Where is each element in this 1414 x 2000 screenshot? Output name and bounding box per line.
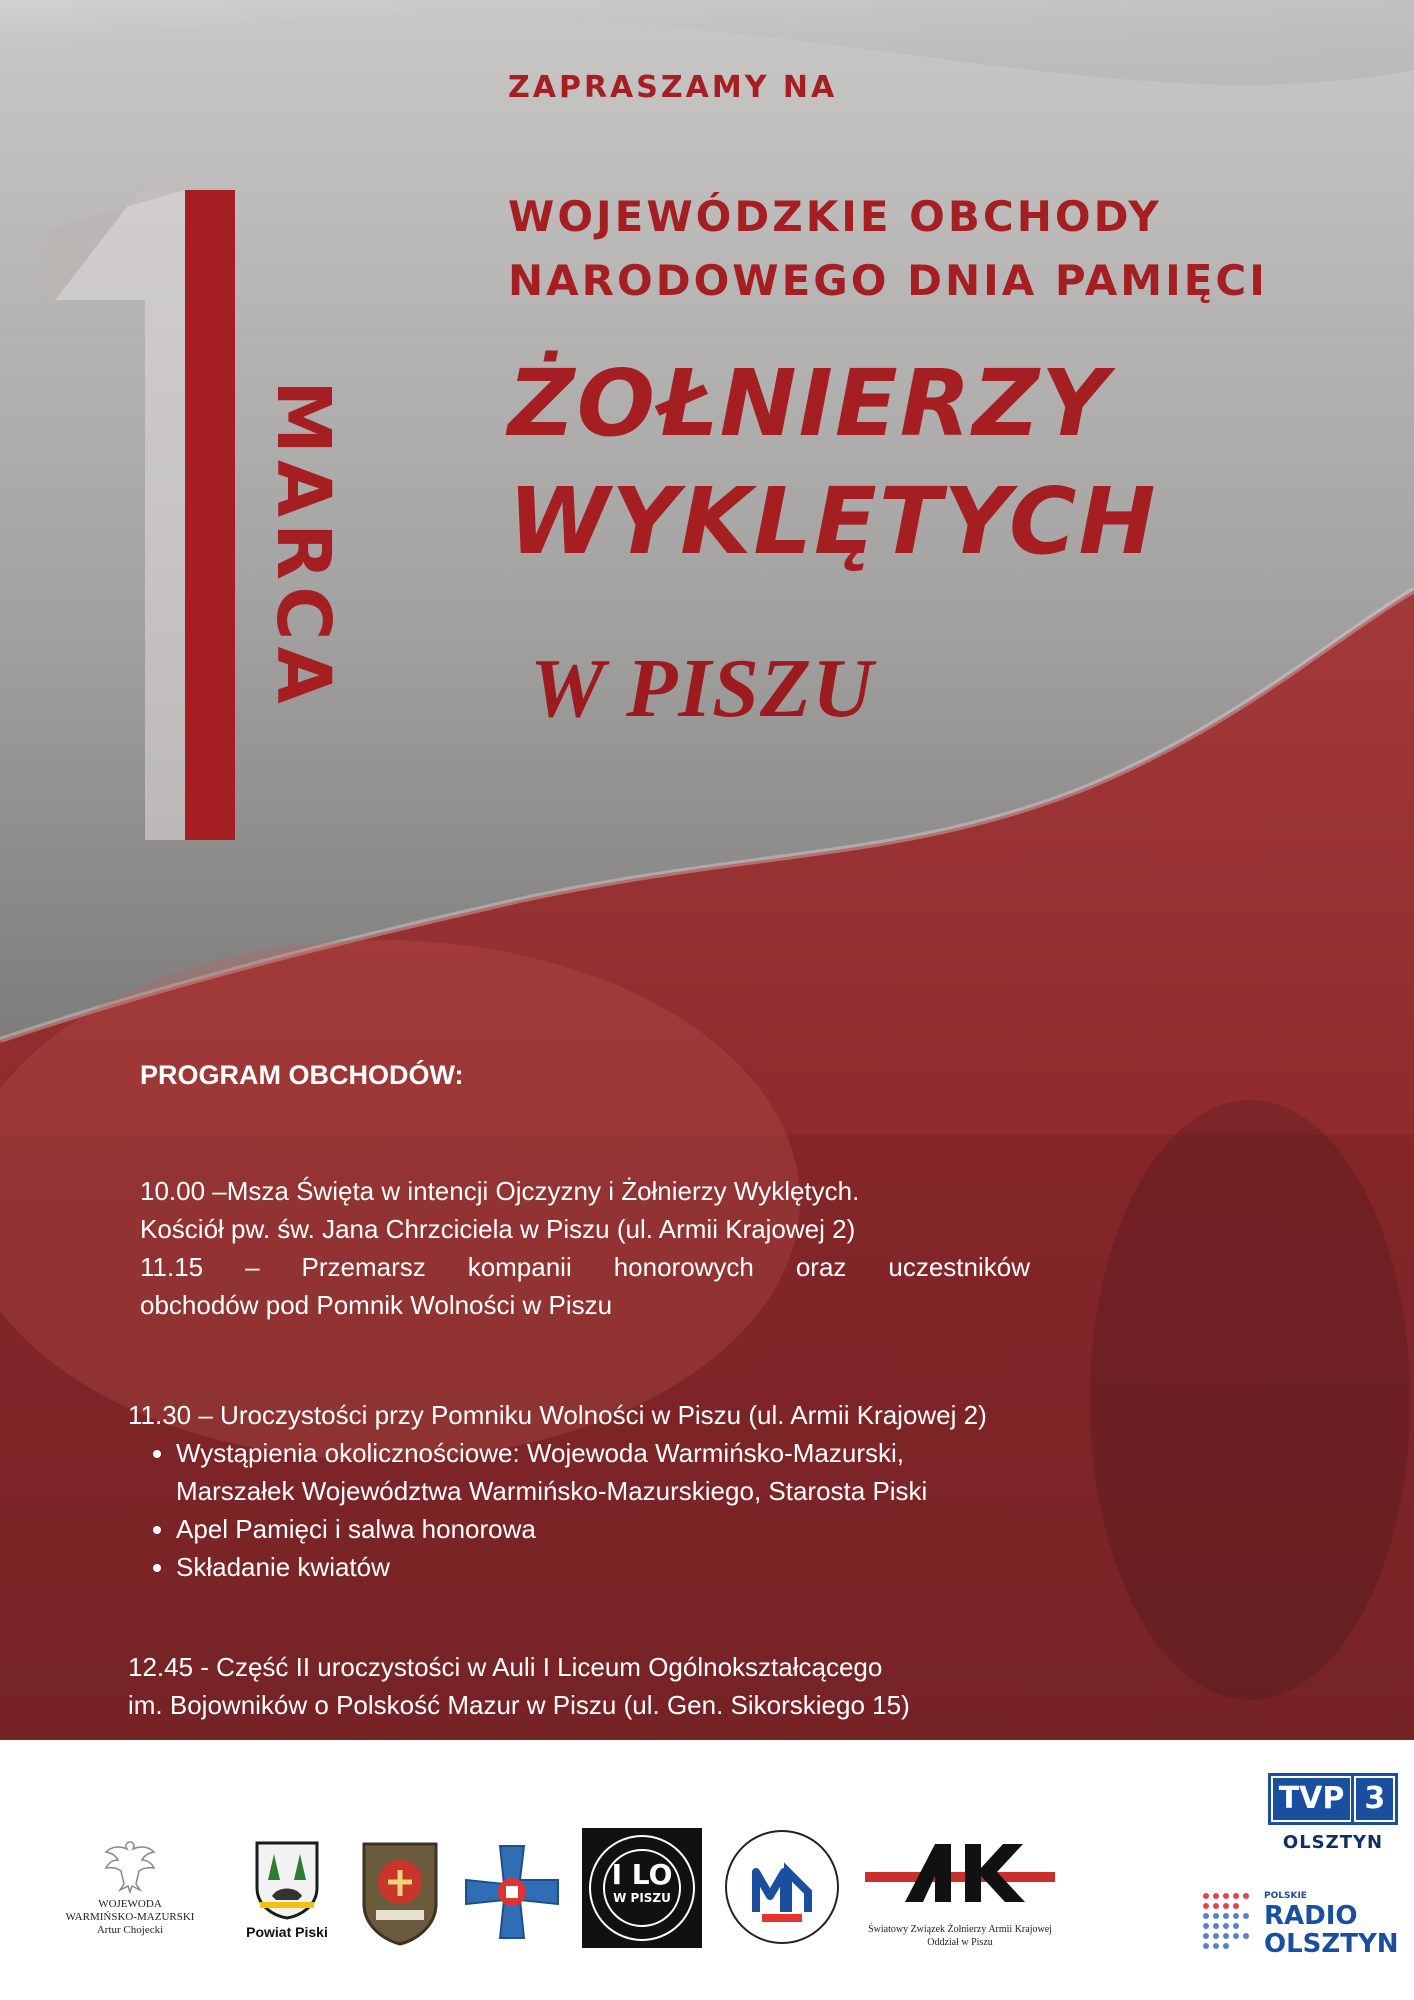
program-block-ceremony <box>128 1396 1128 1586</box>
wojewoda-logo <box>60 1838 200 1937</box>
big-number-one <box>45 190 245 840</box>
tvp-mark: TVP <box>1271 1776 1353 1822</box>
ak-caption-2: Oddział w Piszu <box>927 1937 993 1948</box>
tvp-city: OLSZTYN <box>1282 1832 1384 1853</box>
event-place: W PISZU <box>530 642 874 735</box>
tvp3-olsztyn-logo <box>1270 1776 1396 1853</box>
radio-label-2: OLSZTYN <box>1264 1929 1399 1959</box>
i-lo-title: I LO <box>611 1858 673 1891</box>
program-item2-line2: obchodów pod Pomnik Wolności w Piszu <box>140 1290 613 1320</box>
dom-kultury-logo <box>722 1822 842 1957</box>
military-cross-logo <box>462 1842 562 1947</box>
event-title-line2: WYKLĘTYCH <box>508 468 1158 575</box>
program-item2-line1: 11.15 – Przemarsz kompanii honorowych oraz uczestników <box>140 1252 1030 1282</box>
program-heading: PROGRAM OBCHODÓW: <box>140 1060 464 1090</box>
program-item4-line1: 12.45 - Część II uroczystości w Auli I Liceum Ogólnokształcącego <box>128 1652 883 1682</box>
event-subtitle <box>508 185 1268 313</box>
eagle-icon <box>100 1838 160 1894</box>
program-bullet-line: • Wystąpienia okolicznościowe: Wojewoda Warmińsko-Mazurski, <box>176 1438 905 1468</box>
i-lo-subtitle: W PISZU <box>613 1891 671 1905</box>
program-bullet: • Składanie kwiatów <box>176 1548 1128 1586</box>
event-subtitle-line1: WOJEWÓDZKIE OBCHODY <box>508 192 1162 241</box>
month-label: MARCA <box>260 380 346 710</box>
military-cross-icon <box>462 1842 562 1942</box>
program-item3-list <box>128 1434 1128 1586</box>
program-bullet-line: Marszałek Województwa Warmińsko-Mazurskiego, Starosta Piski <box>176 1476 928 1506</box>
program-bullet: • Apel Pamięci i salwa honorowa <box>176 1510 1128 1548</box>
invite-text: ZAPRASZAMY NA <box>508 70 838 105</box>
program-item4-line2: im. Bojowników o Polskość Mazur w Piszu (ul. Gen. Sikorskiego 15) <box>128 1690 910 1720</box>
month-label-vertical <box>258 310 348 780</box>
i-lo-piszu-logo <box>582 1828 702 1953</box>
wojewoda-caption-1: WOJEWODA <box>98 1898 162 1910</box>
program-block-morning <box>140 1172 1030 1324</box>
armia-krajowa-logo <box>865 1838 1055 1949</box>
regiment-badge-icon <box>358 1838 442 1946</box>
powiat-piski-logo <box>232 1840 342 1940</box>
event-subtitle-line2: NARODOWEGO DNIA PAMIĘCI <box>508 256 1268 305</box>
wojewoda-caption-2: WARMIŃSKO-MAZURSKI <box>65 1911 195 1923</box>
tvp-number: 3 <box>1354 1776 1395 1822</box>
program-item1-line1: 10.00 –Msza Święta w intencji Ojczyzny i Żołnierzy Wyklętych. <box>140 1176 860 1206</box>
event-title-line1: ŻOŁNIERZY <box>508 350 1110 457</box>
program-block-afternoon <box>128 1648 1128 1724</box>
program-item3-title: 11.30 – Uroczystości przy Pomniku Wolności w Piszu (ul. Armii Krajowej 2) <box>128 1400 987 1430</box>
event-title <box>508 345 1157 581</box>
program-bullet <box>176 1434 1128 1510</box>
dom-kultury-icon <box>722 1822 842 1952</box>
powiat-coat-of-arms-icon <box>254 1840 320 1920</box>
radio-label-small: POLSKIE <box>1264 1891 1307 1901</box>
sponsor-logos-strip <box>0 1740 1414 2000</box>
radio-dots-icon <box>1200 1890 1256 1956</box>
wojewoda-caption-3: Artur Chojecki <box>96 1924 164 1936</box>
radio-label-1: RADIO <box>1264 1901 1358 1931</box>
program-item1-line2: Kościół pw. św. Jana Chrzciciela w Piszu (ul. Armii Krajowej 2) <box>140 1214 856 1244</box>
ak-caption-1: Światowy Związek Żołnierzy Armii Krajowej <box>868 1924 1052 1935</box>
powiat-caption: Powiat Piski <box>246 1924 328 1940</box>
anchor-ak-icon <box>865 1838 1055 1910</box>
regiment-badge-logo <box>358 1838 442 1951</box>
